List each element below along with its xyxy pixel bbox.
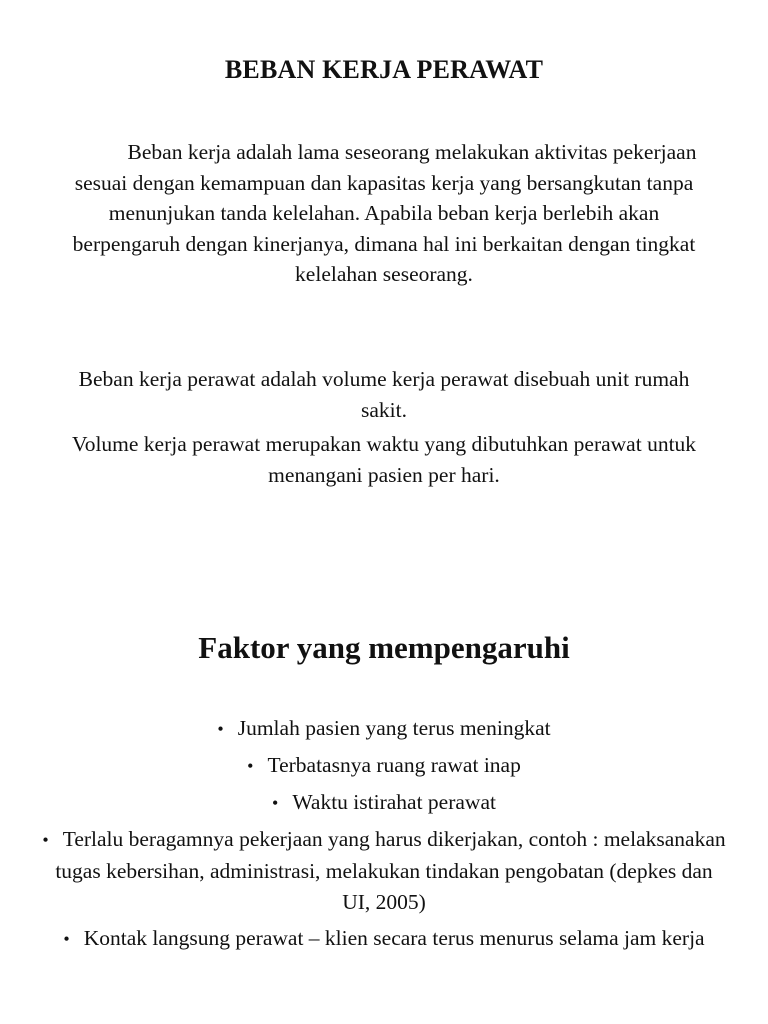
list-item [40, 750, 728, 782]
list-item [40, 787, 728, 819]
bullet-icon: • [217, 719, 224, 739]
work-volume-paragraph: Volume kerja perawat merupakan waktu yang dibutuhkan perawat untuk menangani pasien per hari. [71, 432, 697, 487]
slide-title: BEBAN KERJA PERAWAT [224, 55, 544, 84]
bullet-icon: • [42, 830, 49, 850]
factor-list [40, 713, 728, 960]
nurse-workload-paragraph: Beban kerja perawat adalah volume kerja perawat disebuah unit rumah sakit. [78, 367, 690, 422]
list-item-text: Waktu istirahat perawat [292, 790, 496, 814]
bullet-icon: • [272, 793, 279, 813]
bullet-icon: • [247, 756, 254, 776]
slide-faktor [0, 600, 768, 1024]
list-item [40, 923, 728, 955]
list-item [40, 824, 728, 918]
list-item [40, 713, 728, 745]
definition-paragraph [60, 137, 708, 290]
list-item-text: Kontak langsung perawat – klien secara terus menurus selama jam kerja [83, 926, 705, 950]
definition-text: Beban kerja adalah lama seseorang melakukan aktivitas pekerjaan sesuai dengan kemampuan dan kapasitas kerja yang bersangkutan tanpa menunjukan tanda kelelahan. Apabila beban kerja berlebih akan berpengaruh dengan kinerjanya, dimana hal ini berkaitan dengan tingkat kelelahan seseorang. [72, 140, 697, 286]
bullet-icon: • [63, 929, 70, 949]
list-item-text: Terbatasnya ruang rawat inap [267, 753, 521, 777]
section-heading: Faktor yang mempengaruhi [198, 630, 570, 665]
list-item-text: Jumlah pasien yang terus meningkat [237, 716, 551, 740]
list-item-text: Terlalu beragamnya pekerjaan yang harus dikerjakan, contoh : melaksanakan tugas kebersihan, administrasi, melakukan tindakan pengobatan (depkes dan UI, 2005) [55, 827, 726, 914]
